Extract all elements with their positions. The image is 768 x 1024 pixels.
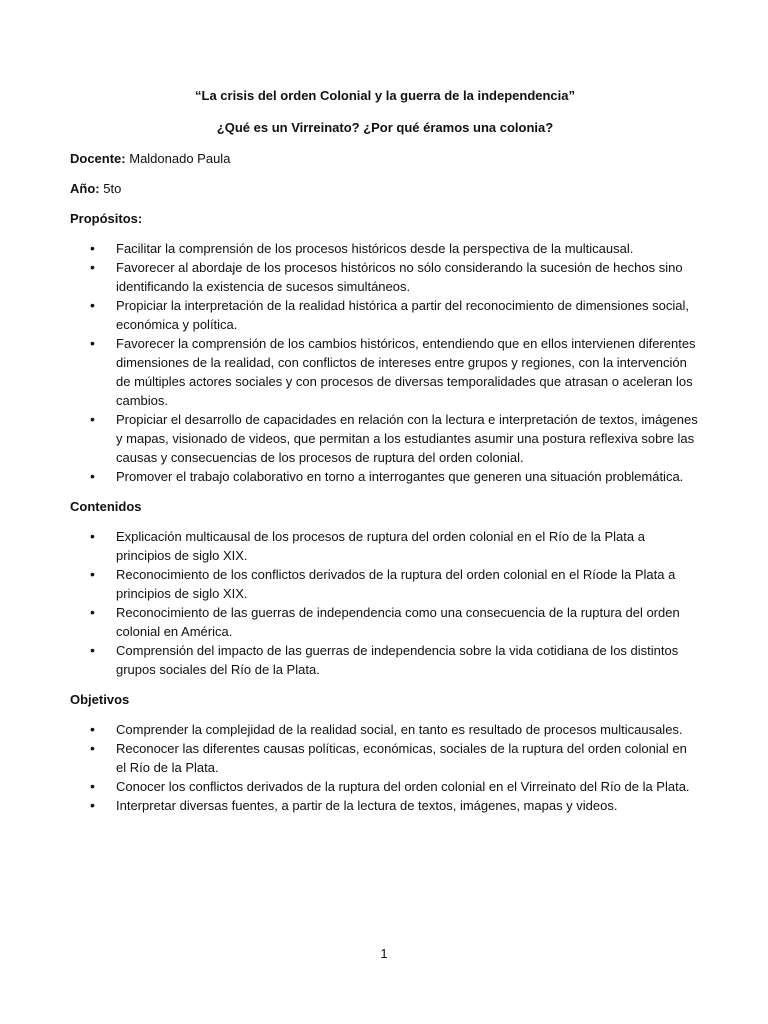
list-item: • Reconocimiento de los conflictos derivados de la ruptura del orden colonial en el Ríode la Plata a principios de siglo XIX. xyxy=(70,565,700,603)
docente-label: Docente: xyxy=(70,151,126,166)
page-number: 1 xyxy=(380,946,388,961)
anio-value: 5to xyxy=(99,181,122,196)
list-item: • Propiciar el desarrollo de capacidades en relación con la lectura e interpretación de textos, imágenes y mapas, visionado de videos, que permitan a los estudiantes asumir una postura reflexiva sobre las causas y consecuencias de los procesos de ruptura del orden colonial. xyxy=(70,410,700,467)
docente-value: Maldonado Paula xyxy=(125,151,231,166)
list-item: • Comprensión del impacto de las guerras de independencia sobre la vida cotidiana de los distintos grupos sociales del Río de la Plata. xyxy=(70,641,700,679)
list-item: • Facilitar la comprensión de los procesos históricos desde la perspectiva de la multicausal. xyxy=(70,239,700,258)
list-item: • Favorecer la comprensión de los cambios históricos, entendiendo que en ellos intervienen diferentes dimensiones de la realidad, con conflictos de intereses entre grupos y regiones, con la intervención de múltiples actores sociales y con procesos de diversas temporalidades que atrasan o aceleran los cambios. xyxy=(70,334,700,410)
propositos-heading: Propósitos: xyxy=(70,211,143,226)
document-title: “La crisis del orden Colonial y la guerra de la independencia” xyxy=(195,88,575,103)
list-item: • Reconocimiento de las guerras de independencia como una consecuencia de la ruptura del orden colonial en América. xyxy=(70,603,700,641)
contenidos-heading: Contenidos xyxy=(70,499,142,514)
list-item: • Reconocer las diferentes causas políticas, económicas, sociales de la ruptura del orden colonial en el Río de la Plata. xyxy=(70,739,700,777)
objetivos-heading: Objetivos xyxy=(70,692,130,707)
list-item: • Promover el trabajo colaborativo en torno a interrogantes que generen una situación problemática. xyxy=(70,467,700,486)
propositos-list xyxy=(70,239,700,486)
docente-line xyxy=(70,149,700,168)
list-item: • Conocer los conflictos derivados de la ruptura del orden colonial en el Virreinato del Río de la Plata. xyxy=(70,777,700,796)
objetivos-list xyxy=(70,720,700,815)
list-item: • Explicación multicausal de los procesos de ruptura del orden colonial en el Río de la Plata a principios de siglo XIX. xyxy=(70,527,700,565)
list-item: • Favorecer al abordaje de los procesos históricos no sólo considerando la sucesión de hechos sino identificando la existencia de sucesos simultáneos. xyxy=(70,258,700,296)
list-item: • Comprender la complejidad de la realidad social, en tanto es resultado de procesos multicausales. xyxy=(70,720,700,739)
list-item: • Interpretar diversas fuentes, a partir de la lectura de textos, imágenes, mapas y videos. xyxy=(70,796,700,815)
document-subtitle: ¿Qué es un Virreinato? ¿Por qué éramos una colonia? xyxy=(216,120,554,135)
list-item: • Propiciar la interpretación de la realidad histórica a partir del reconocimiento de dimensiones social, económica y política. xyxy=(70,296,700,334)
contenidos-list xyxy=(70,527,700,679)
anio-line xyxy=(70,179,700,198)
anio-label: Año: xyxy=(70,181,100,196)
